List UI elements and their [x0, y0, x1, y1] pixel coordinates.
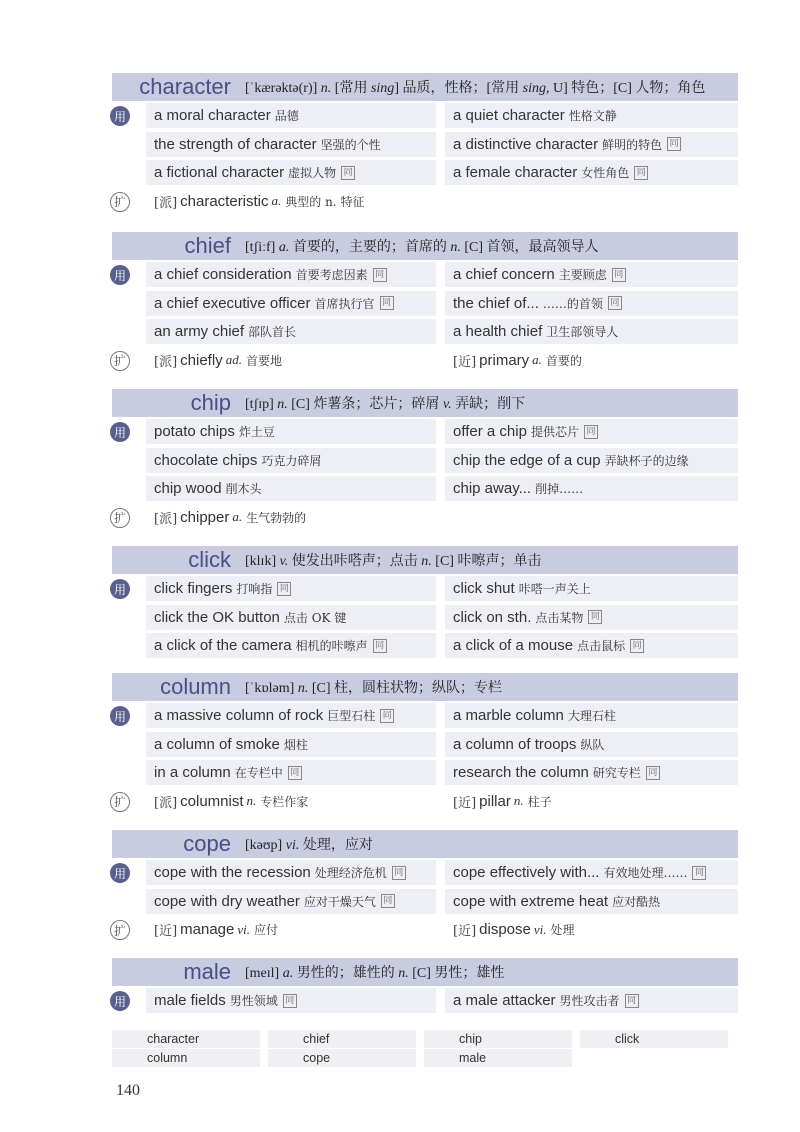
phrase-row [112, 758, 738, 787]
phrase-cell-left [146, 917, 436, 942]
chinese-meaning: 首席执行官 [314, 296, 375, 311]
boxed-mark-icon: 同 [634, 166, 648, 180]
chinese-meaning: 相机的咔嚓声 [295, 639, 368, 653]
phonetic: [klɪk] [245, 554, 280, 569]
usage-icon: 用 [110, 706, 130, 726]
english-phrase: a quiet character [453, 107, 565, 124]
usage-icon: 用 [110, 579, 130, 599]
phrase-cell-left [146, 605, 436, 630]
english-phrase: click the OK button [154, 608, 280, 626]
usage-icon: 用 [110, 422, 130, 442]
phrase-row [112, 446, 738, 475]
chinese-meaning: 在专栏中 [234, 766, 283, 780]
chinese-meaning: 打响指 [236, 582, 273, 596]
chinese-meaning: ……的首领 [542, 296, 603, 311]
part-of-speech: n. [297, 681, 312, 696]
chinese-meaning: 削木头 [225, 482, 262, 496]
definition-text: , U] 特色；[C] 人物；角色 [545, 81, 706, 96]
phrase-row [112, 187, 738, 216]
english-phrase: click shut [453, 580, 515, 597]
chinese-meaning: 卫生部领导人 [546, 325, 619, 339]
chinese-meaning: 专栏作家 [260, 794, 309, 809]
category-tag: [派] [154, 354, 178, 370]
phrase-cell-right [445, 448, 738, 473]
phrase-row [112, 858, 738, 887]
phrase-cell-right [445, 760, 738, 785]
headword: column [160, 674, 231, 699]
boxed-mark-icon: 同 [373, 639, 387, 653]
phrase-cell-right [445, 262, 738, 287]
boxed-mark-icon: 同 [381, 894, 395, 908]
headword: chief [184, 233, 231, 258]
phrase-cell-left [146, 732, 436, 757]
chinese-meaning: 纵队 [580, 737, 605, 752]
phrase-cell-left [146, 576, 436, 601]
phrase-row [112, 158, 738, 187]
phrase-cell-right [445, 988, 738, 1013]
chinese-meaning: 典型的 n. 特征 [285, 194, 365, 209]
headword: character [139, 74, 231, 99]
chinese-meaning: 部队首长 [248, 325, 297, 339]
phrase-cell-left [146, 860, 436, 885]
phrase-cell-left [146, 476, 436, 501]
chinese-meaning: 提供芯片 [530, 425, 579, 439]
phrase-cell-left [146, 189, 436, 214]
phrase-cell-left [146, 348, 436, 373]
chinese-meaning: 柱子 [527, 794, 552, 809]
phrase-cell-right [445, 860, 738, 885]
english-phrase: primary [479, 351, 530, 369]
chinese-meaning: 首要地 [245, 353, 282, 368]
review-word: click [580, 1030, 728, 1048]
chinese-meaning: 弄缺杯子的边缘 [604, 453, 689, 468]
chinese-meaning: 削掉…… [535, 482, 584, 496]
word-entry-cope [112, 830, 738, 944]
english-phrase: click fingers [154, 580, 233, 597]
english-phrase: characteristic [180, 192, 269, 210]
category-tag: [近] [154, 924, 178, 939]
review-row [112, 1049, 738, 1068]
phrase-row [112, 260, 738, 289]
english-phrase: manage [180, 921, 235, 938]
phrase-row [112, 317, 738, 346]
chinese-meaning: 应对酷热 [612, 894, 661, 909]
part-of-speech: n. [513, 793, 524, 808]
part-of-speech: a. [278, 240, 293, 255]
phrase-row [112, 915, 738, 944]
phrase-cell-right [445, 103, 738, 128]
part-of-speech: n. [398, 966, 413, 981]
boxed-mark-icon: 同 [667, 137, 681, 151]
entry-header [112, 958, 738, 986]
english-phrase: a marble column [453, 707, 564, 724]
english-phrase: male fields [154, 992, 226, 1009]
english-phrase: a column of smoke [154, 735, 280, 753]
chinese-meaning: 鲜明的特色 [602, 137, 663, 152]
english-phrase: research the column [453, 764, 589, 781]
english-phrase: chipper [180, 508, 230, 526]
part-of-speech: a. [232, 509, 243, 524]
definition [245, 834, 738, 854]
phrase-cell-right [445, 348, 738, 373]
boxed-mark-icon: 同 [646, 766, 660, 780]
chinese-meaning: 男性领域 [229, 994, 278, 1008]
phrase-row [112, 130, 738, 159]
part-of-speech: v. [442, 397, 456, 412]
english-phrase: a distinctive character [453, 135, 599, 153]
part-of-speech: sing [370, 81, 395, 96]
extension-icon: 扩 [110, 351, 130, 371]
part-of-speech: n. [246, 793, 257, 808]
english-phrase: the strength of character [154, 135, 317, 153]
boxed-mark-icon: 同 [341, 166, 355, 180]
review-word: chip [424, 1030, 572, 1048]
phrase-cell-left [146, 448, 436, 473]
english-phrase: cope effectively with... [453, 864, 600, 881]
phrase-row [112, 289, 738, 318]
english-phrase: a moral character [154, 107, 271, 124]
definition-text: [C] 首领，最高领导人 [464, 240, 599, 255]
phrase-cell-left [146, 789, 436, 814]
part-of-speech: sing [522, 81, 546, 96]
chinese-meaning: 巧克力碎屑 [261, 453, 322, 468]
headword: male [183, 959, 231, 984]
english-phrase: cope with dry weather [154, 892, 300, 910]
word-entry-male [112, 958, 738, 1015]
english-phrase: potato chips [154, 423, 235, 440]
definition-text: [C] 柱，圆柱状物；纵队；专栏 [311, 681, 502, 696]
phrase-cell-right [445, 917, 738, 942]
english-phrase: a chief concern [453, 266, 555, 283]
category-tag: [近] [453, 924, 477, 939]
phrase-row [112, 101, 738, 130]
english-phrase: an army chief [154, 323, 245, 340]
phrase-cell-left [146, 505, 436, 530]
english-phrase: columnist [180, 792, 244, 810]
definition [245, 677, 738, 697]
definition-text: 弄缺；削下 [455, 397, 526, 412]
phonetic: [ˈkærəktə(r)] [245, 81, 321, 96]
definition [245, 77, 738, 97]
phrase-cell-left [146, 160, 436, 185]
phrase-row [112, 503, 738, 532]
english-phrase: a click of a mouse [453, 637, 574, 654]
phrase-row [112, 887, 738, 916]
english-phrase: chip wood [154, 480, 222, 497]
phrase-row [112, 574, 738, 603]
word-entry-chip [112, 389, 738, 531]
definition-text: 男性的；雄性的 [296, 966, 399, 981]
chinese-meaning: 烟柱 [283, 737, 308, 752]
english-phrase: cope with the recession [154, 864, 311, 881]
english-phrase: pillar [479, 792, 511, 810]
phrase-cell-left [146, 760, 436, 785]
english-phrase: a chief consideration [154, 266, 292, 283]
definition-text: 首要的，主要的；首席的 [292, 240, 451, 255]
page-number: 140 [116, 1082, 140, 1099]
chinese-meaning: 处理 [550, 923, 575, 937]
phrase-cell-right [445, 789, 738, 814]
chinese-meaning: 炸土豆 [238, 425, 275, 439]
boxed-mark-icon: 同 [612, 268, 626, 282]
boxed-mark-icon: 同 [608, 296, 622, 310]
phrase-cell-right [445, 160, 738, 185]
headword: click [188, 547, 231, 572]
phonetic: [kəʊp] [245, 838, 286, 853]
part-of-speech: vi. [237, 921, 251, 937]
usage-icon: 用 [110, 863, 130, 883]
review-word: chief [268, 1030, 416, 1048]
phonetic: [meɪl] [245, 966, 283, 981]
boxed-mark-icon: 同 [283, 994, 297, 1008]
phrase-row [112, 986, 738, 1015]
phrase-cell-right [445, 476, 738, 501]
part-of-speech: n. [421, 554, 436, 569]
english-phrase: a chief executive officer [154, 294, 311, 312]
phonetic: [tʃɪp] [245, 397, 278, 412]
word-entry-column [112, 673, 738, 815]
english-phrase: chocolate chips [154, 451, 258, 469]
part-of-speech: vi. [533, 921, 547, 937]
chinese-meaning: 性格文静 [568, 109, 617, 123]
chinese-meaning: 应付 [254, 923, 279, 937]
chinese-meaning: 巨型石柱 [327, 709, 376, 723]
phrase-cell-left [146, 132, 436, 157]
chinese-meaning: 咔嗒一声关上 [518, 582, 591, 596]
definition-text: [C] 男性；雄性 [412, 966, 505, 981]
boxed-mark-icon: 同 [692, 866, 706, 880]
headword: cope [183, 831, 231, 856]
chinese-meaning: 研究专栏 [592, 766, 641, 780]
english-phrase: a click of the camera [154, 637, 292, 654]
phrase-row [112, 417, 738, 446]
phrase-cell-right [445, 419, 738, 444]
english-phrase: dispose [479, 921, 531, 938]
definition-text: 使发出咔嗒声；点击 [291, 554, 422, 569]
usage-icon: 用 [110, 265, 130, 285]
review-word-list [112, 1030, 738, 1068]
extension-icon: 扩 [110, 792, 130, 812]
phrase-row [112, 603, 738, 632]
boxed-mark-icon: 同 [277, 582, 291, 596]
review-word: male [424, 1049, 572, 1067]
word-entry-character [112, 73, 738, 215]
chinese-meaning: 点击鼠标 [577, 639, 626, 653]
chinese-meaning: 主要顾虑 [558, 268, 607, 282]
definition [245, 393, 738, 413]
phrase-row [112, 787, 738, 816]
chinese-meaning: 女性角色 [581, 166, 630, 180]
boxed-mark-icon: 同 [380, 296, 394, 310]
english-phrase: a fictional character [154, 164, 285, 181]
usage-icon: 用 [110, 106, 130, 126]
part-of-speech: vi. [285, 838, 303, 853]
english-phrase: cope with extreme heat [453, 892, 609, 910]
category-tag: [近] [453, 795, 477, 811]
english-phrase: in a column [154, 764, 231, 781]
phrase-cell-right [445, 605, 738, 630]
chinese-meaning: 应对干燥天气 [303, 894, 376, 909]
chinese-meaning: 首要考虑因素 [295, 268, 368, 282]
chinese-meaning: 点击某物 [535, 610, 584, 625]
boxed-mark-icon: 同 [288, 766, 302, 780]
english-phrase: the chief of... [453, 294, 539, 312]
headword: chip [190, 390, 231, 415]
entry-header [112, 73, 738, 101]
phrase-cell-right [445, 889, 738, 914]
phrase-cell-left [146, 419, 436, 444]
chinese-meaning: 虚拟人物 [288, 166, 337, 180]
phrase-row [112, 346, 738, 375]
category-tag: [派] [154, 795, 178, 811]
definition-text: ] 品质，性格；[常用 [394, 81, 523, 96]
english-phrase: a massive column of rock [154, 707, 324, 724]
phrase-row [112, 730, 738, 759]
phrase-cell-right [445, 132, 738, 157]
boxed-mark-icon: 同 [380, 709, 394, 723]
phrase-cell-right [445, 633, 738, 658]
chinese-meaning: 有效地处理…… [603, 866, 688, 880]
phrase-row [112, 631, 738, 660]
english-phrase: a male attacker [453, 992, 556, 1009]
phrase-cell-left [146, 633, 436, 658]
phrase-cell-left [146, 103, 436, 128]
phrase-row [112, 701, 738, 730]
chinese-meaning: 处理经济危机 [314, 866, 387, 880]
phrase-cell-left [146, 319, 436, 344]
review-row [112, 1030, 738, 1049]
category-tag: [派] [154, 195, 178, 211]
part-of-speech: n. [277, 397, 292, 412]
definition [245, 236, 738, 256]
phrase-cell-left [146, 988, 436, 1013]
word-entry-click [112, 546, 738, 660]
category-tag: [近] [453, 354, 477, 370]
entry-header [112, 673, 738, 701]
definition [245, 962, 738, 982]
phrase-cell-right [445, 703, 738, 728]
boxed-mark-icon: 同 [392, 866, 406, 880]
category-tag: [派] [154, 511, 178, 527]
boxed-mark-icon: 同 [584, 425, 598, 439]
chinese-meaning: 生气勃勃的 [246, 510, 307, 525]
chinese-meaning: 点击 OK 键 [283, 610, 347, 625]
boxed-mark-icon: 同 [630, 639, 644, 653]
part-of-speech: v. [279, 554, 292, 569]
extension-icon: 扩 [110, 920, 130, 940]
chinese-meaning: 坚强的个性 [320, 137, 381, 152]
usage-icon: 用 [110, 991, 130, 1011]
phrase-cell-left [146, 889, 436, 914]
boxed-mark-icon: 同 [373, 268, 387, 282]
phrase-cell-right [445, 732, 738, 757]
boxed-mark-icon: 同 [625, 994, 639, 1008]
english-phrase: click on sth. [453, 608, 532, 626]
phrase-cell-left [146, 703, 436, 728]
chinese-meaning: 品德 [274, 109, 299, 123]
part-of-speech: a. [282, 966, 297, 981]
entry-header [112, 389, 738, 417]
english-phrase: chip away... [453, 480, 532, 497]
english-phrase: a female character [453, 164, 578, 181]
chinese-meaning: 首要的 [545, 353, 582, 368]
english-phrase: chip the edge of a cup [453, 451, 601, 469]
word-entry-chief [112, 232, 738, 374]
phrase-cell-left [146, 291, 436, 316]
extension-icon: 扩 [110, 192, 130, 212]
part-of-speech: ad. [225, 352, 242, 367]
definition [245, 550, 738, 570]
extension-icon: 扩 [110, 508, 130, 528]
entry-header [112, 232, 738, 260]
definition-text: [C] 炸薯条；芯片；碎屑 [291, 397, 443, 412]
entry-header [112, 546, 738, 574]
part-of-speech: n. [450, 240, 465, 255]
phonetic: [tʃiːf] [245, 240, 279, 255]
entry-header [112, 830, 738, 858]
phonetic: [ˈkɒləm] [245, 681, 298, 696]
boxed-mark-icon: 同 [588, 610, 602, 624]
chinese-meaning: 大理石柱 [567, 709, 616, 723]
definition-text: [C] 咔嚓声；单击 [435, 554, 542, 569]
review-word: column [112, 1049, 260, 1067]
phrase-cell-right [445, 576, 738, 601]
definition-text: [常用 [334, 81, 371, 96]
review-word: character [112, 1030, 260, 1048]
phrase-cell-right [445, 291, 738, 316]
definition-text: 处理，应对 [302, 838, 373, 853]
english-phrase: a health chief [453, 323, 543, 340]
phrase-cell-left [146, 262, 436, 287]
english-phrase: chiefly [180, 351, 223, 369]
part-of-speech: a. [532, 352, 542, 367]
english-phrase: offer a chip [453, 423, 527, 440]
phrase-cell-right [445, 319, 738, 344]
part-of-speech: a. [271, 193, 282, 208]
part-of-speech: n. [320, 81, 335, 96]
review-word: cope [268, 1049, 416, 1067]
chinese-meaning: 男性攻击者 [559, 994, 620, 1008]
phrase-row [112, 474, 738, 503]
english-phrase: a column of troops [453, 735, 577, 753]
